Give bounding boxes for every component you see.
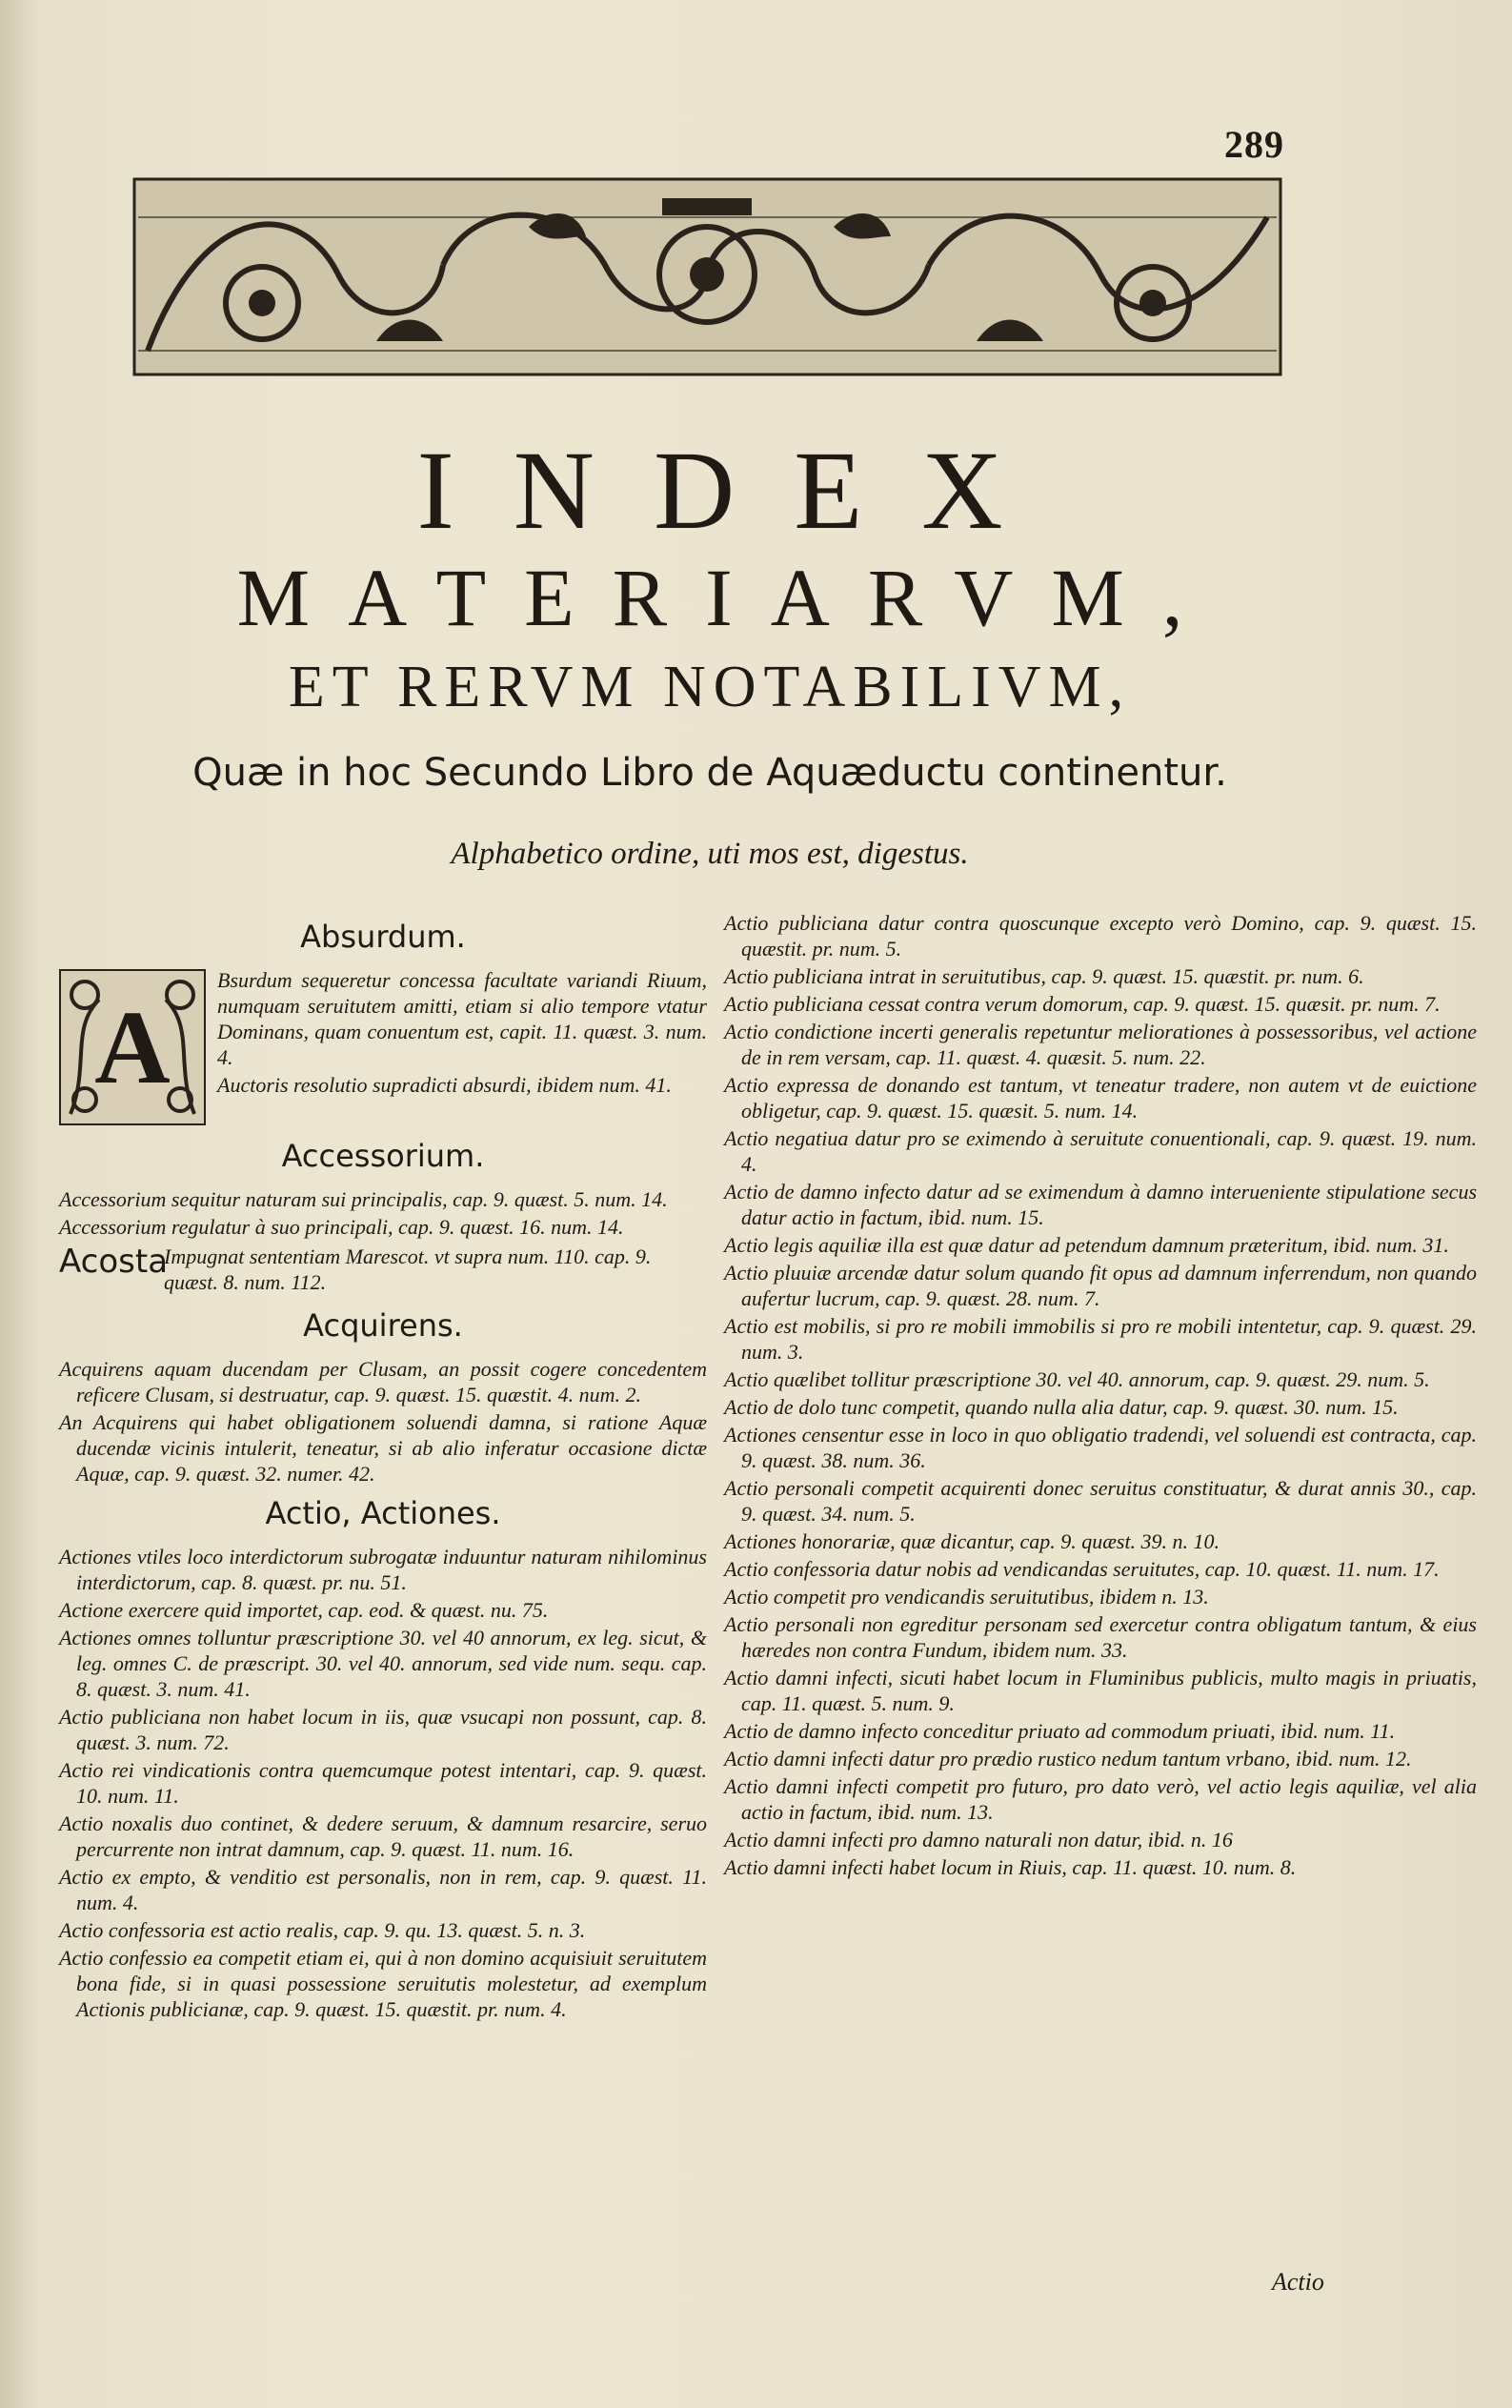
- index-entry: Actiones vtiles loco interdictorum subrogatæ induuntur naturam nihilominus interdictorum, cap. 8. quæst. pr. nu. 51.: [59, 1545, 707, 1594]
- index-entry: Actiones omnes tolluntur præscriptione 30. vel 40 annorum, ex leg. sicut, & leg. omnes C. de præscript. 30. vel 40. annorum, sed vide num. sequ. cap. 8. quæst. 3. num. 41.: [59, 1626, 707, 1701]
- index-entry: Auctoris resolutio supradicti absurdi, ibidem num. 41.: [217, 1073, 672, 1097]
- absurdum-section: [59, 967, 707, 1129]
- ornamental-headpiece: [129, 160, 1286, 389]
- title-subheading: Quæ in hoc Secundo Libro de Aquæductu continentur.: [192, 751, 1227, 795]
- title-materiarum: MATERIARVM,: [236, 552, 1221, 643]
- index-entry: Actio de damno infecto conceditur priuato ad commodum priuati, ibid. num. 11.: [724, 1719, 1396, 1743]
- index-entry: Accessorium regulatur à suo principali, cap. 9. quæst. 16. num. 14.: [59, 1215, 624, 1239]
- index-entry: Actio confessio ea competit etiam ei, qui à non domino acquisiuit seruitutem bona fide, si in quasi possessione seruitutis molestetur, ad exemplum Actionis publicianæ, cap. 9. quæst. 15. quæstit. pr. num. 4.: [59, 1946, 707, 2021]
- right-column: [724, 910, 1477, 1882]
- index-entry: Actio damni infecti datur pro prædio rustico nedum tantum vrbano, ibid. num. 12.: [724, 1747, 1412, 1771]
- page-number: 289: [1224, 123, 1284, 166]
- index-entry: Actione exercere quid importet, cap. eod. & quæst. nu. 75.: [59, 1598, 549, 1622]
- acosta-name: Acosta: [59, 1243, 169, 1281]
- index-entry: Actio ex empto, & venditio est personalis, non in rem, cap. 9. quæst. 11. num. 4.: [59, 1865, 707, 1914]
- index-entry: Actio personali non egreditur personam sed exercetur contra obligatum tantum, & eius hæredes non contra Fundum, ibidem num. 33.: [724, 1612, 1477, 1662]
- index-entry: Actio confessoria est actio realis, cap. 9. qu. 13. quæst. 5. n. 3.: [59, 1918, 586, 1942]
- index-entry: Actio rei vindicationis contra quemcumque potest intentari, cap. 9. quæst. 10. num. 11.: [59, 1758, 707, 1808]
- index-entry: Actio personali competit acquirenti donec seruitus constituatur, & durat annis 30., cap. 9. quæst. 34. num. 5.: [724, 1476, 1477, 1526]
- index-entry: Actiones censentur esse in loco in quo obligatio tradendi, vel soluendi est contracta, cap. 9. quæst. 38. num. 36.: [724, 1423, 1477, 1472]
- index-entry: Actio negatiua datur pro se eximendo à seruitute conuentionali, cap. 9. quæst. 19. num. 4.: [724, 1126, 1477, 1176]
- index-entry: Actio publiciana datur contra quoscunque excepto verò Domino, cap. 9. quæst. 15. quæstit. pr. num. 5.: [724, 911, 1477, 961]
- acosta-entry: [59, 1244, 707, 1295]
- index-entry: Actio pluuiæ arcendæ datur solum quando fit opus ad damnum inferrendum, non quando aufertur lucrum, cap. 9. quæst. 28. num. 7.: [724, 1261, 1477, 1310]
- index-entry: An Acquirens qui habet obligationem soluendi damna, si ratione Aquæ ducendæ vicinis intulerit, teneatur, si ab alio inferatur occasione dictæ Aquæ, cap. 9. quæst. 32. numer. 42.: [59, 1410, 707, 1486]
- index-entry: Actio publiciana cessat contra verum domorum, cap. 9. quæst. 15. quæsit. pr. num. 7.: [724, 992, 1441, 1016]
- index-entry: Bsurdum sequeretur concessa facultate variandi Riuum, numquam seruitutem amitti, etiam si alio tempore vtatur Dominans, quam conuentum est, capit. 11. quæst. 3. num. 4.: [217, 968, 707, 1069]
- index-entry: Actio de dolo tunc competit, quando nulla alia datur, cap. 9. quæst. 30. num. 15.: [724, 1395, 1399, 1419]
- decorated-initial: [59, 969, 206, 1125]
- index-entry: Actio expressa de donando est tantum, vt teneatur tradere, non autem vt de euictione obligetur, cap. 9. quæst. 15. quæsit. 5. num. 14.: [724, 1073, 1477, 1123]
- catchword: Actio: [1272, 2268, 1324, 2296]
- heading-acquirens: Acquirens.: [303, 1307, 463, 1344]
- index-entry: Actio publiciana non habet locum in iis, quæ vsucapi non possunt, cap. 8. quæst. 3. num. 72.: [59, 1705, 707, 1754]
- index-entry: Actio damni infecti, sicuti habet locum in Fluminibus publicis, multo magis in priuatis, cap. 11. quæst. 5. num. 9.: [724, 1666, 1477, 1715]
- acosta-text: Impugnat sententiam Marescot. vt supra num. 110. cap. 9. quæst. 8. num. 112.: [164, 1244, 652, 1294]
- index-entry: Actio damni infecti competit pro futuro, pro dato verò, vel actio legis aquiliæ, vel alia actio in factum, ibid. num. 13.: [724, 1774, 1477, 1824]
- index-title: [133, 415, 1286, 799]
- index-entry: Actio damni infecti pro damno naturali non datur, ibid. n. 16: [724, 1828, 1233, 1852]
- heading-actio: Actio, Actiones.: [265, 1495, 501, 1531]
- index-entry: Actio damni infecti habet locum in Riuis, cap. 11. quæst. 10. num. 8.: [724, 1855, 1297, 1879]
- index-entry: Actio publiciana intrat in seruitutibus, cap. 9. quæst. 15. quæstit. pr. num. 6.: [724, 964, 1364, 988]
- title-rerum-notabilium: ET RERVM NOTABILIVM,: [288, 655, 1132, 719]
- index-entry: Accessorium sequitur naturam sui principalis, cap. 9. quæst. 5. num. 14.: [59, 1187, 668, 1211]
- index-entry: Actio legis aquiliæ illa est quæ datur ad petendum damnum præteritum, ibid. num. 31.: [724, 1233, 1449, 1257]
- index-entry: Actio est mobilis, si pro re mobili immobilis si pro re mobili intentetur, cap. 9. quæst. 29. num. 3.: [724, 1314, 1477, 1364]
- index-entry: Actio condictione incerti generalis repetuntur meliorationes à possessoribus, vel actione de in rem versam, cap. 11. quæst. 4. quæsit. 5. num. 22.: [724, 1020, 1477, 1069]
- index-entry: Actio competit pro vendicandis seruitutibus, ibidem n. 13.: [724, 1585, 1209, 1609]
- heading-accessorium: Accessorium.: [281, 1138, 485, 1174]
- index-entry: Actiones honorariæ, quæ dicantur, cap. 9. quæst. 39. n. 10.: [724, 1529, 1220, 1553]
- index-entry: Actio de damno infecto datur ad se eximendum à damno interueniente stipulatione secus datur actio in factum, ibid. num. 15.: [724, 1180, 1477, 1229]
- index-entry: Actio noxalis duo continet, & dedere seruum, & damnum resarcire, seruo percurrente non intrat damnum, cap. 9. quæst. 11. num. 16.: [59, 1811, 707, 1861]
- ordering-note: Alphabetico ordine, uti mos est, digestus.: [451, 837, 969, 871]
- title-index: INDEX: [416, 428, 1062, 553]
- initial-letter: A: [94, 989, 171, 1105]
- heading-absurdum: Absurdum.: [300, 919, 466, 955]
- index-entry: Actio confessoria datur nobis ad vendicandas seruitutes, cap. 10. quæst. 11. num. 17.: [724, 1557, 1440, 1581]
- index-entry: Actio quælibet tollitur præscriptione 30. vel 40. annorum, cap. 9. quæst. 29. num. 5.: [724, 1367, 1430, 1391]
- index-entry: Acquirens aquam ducendam per Clusam, an possit cogere concedentem reficere Clusam, si destruatur, cap. 9. quæst. 15. quæstit. 4. num. 2.: [59, 1357, 707, 1406]
- left-column: [59, 910, 707, 2024]
